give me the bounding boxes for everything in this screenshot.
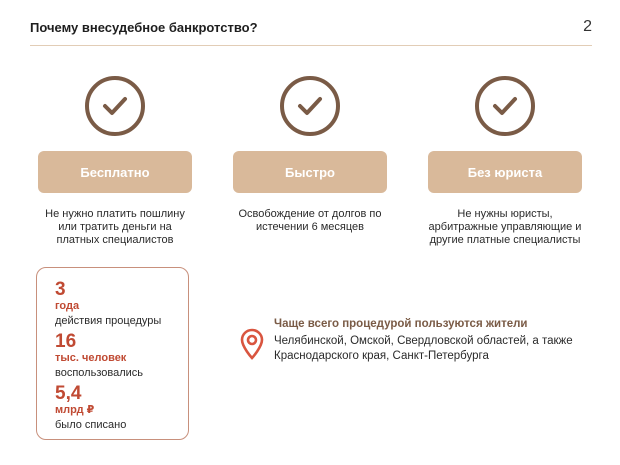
slide-header — [30, 0, 592, 46]
stat-value: 3 — [55, 279, 66, 300]
feature-fast — [233, 76, 387, 234]
feature-fast-button[interactable]: Быстро — [233, 151, 387, 193]
stat-value: 5,4 — [55, 383, 82, 404]
stat-amount — [55, 384, 126, 432]
stat-description: воспользовались — [55, 367, 143, 379]
regions-body: Челябинской, Омской, Свердловской областей, а также Краснодарского края, Санкт-Петербурга — [274, 335, 573, 362]
stat-description: действия процедуры — [55, 315, 162, 327]
stat-people — [55, 332, 143, 380]
stats-card — [36, 267, 189, 440]
regions-title: Чаще всего процедурой пользуются жители — [274, 318, 528, 330]
feature-free-description: Не нужно платить пошлину или тратить деньги на платных специалистов — [45, 208, 185, 246]
stat-unit: года — [55, 300, 80, 312]
feature-no-lawyer — [428, 76, 582, 247]
check-circle-icon — [475, 76, 535, 136]
stat-description: было списано — [55, 419, 127, 431]
page-title: Почему внесудебное банкротство? — [30, 20, 258, 35]
feature-no-lawyer-description: Не нужны юристы, арбитражные управляющие и другие платные специалисты — [428, 208, 582, 246]
page-number: 2 — [583, 18, 592, 35]
feature-no-lawyer-button[interactable]: Без юриста — [428, 151, 582, 193]
stat-unit: тыс. человек — [55, 352, 127, 364]
feature-free — [38, 76, 192, 247]
stat-unit: млрд ₽ — [55, 404, 95, 416]
feature-fast-description: Освобождение от долгов по истечении 6 месяцев — [238, 208, 382, 233]
stat-years — [55, 280, 161, 328]
check-circle-icon — [280, 76, 340, 136]
location-pin-icon — [240, 328, 264, 365]
stat-value: 16 — [55, 331, 77, 352]
feature-free-button[interactable]: Бесплатно — [38, 151, 192, 193]
check-circle-icon — [85, 76, 145, 136]
